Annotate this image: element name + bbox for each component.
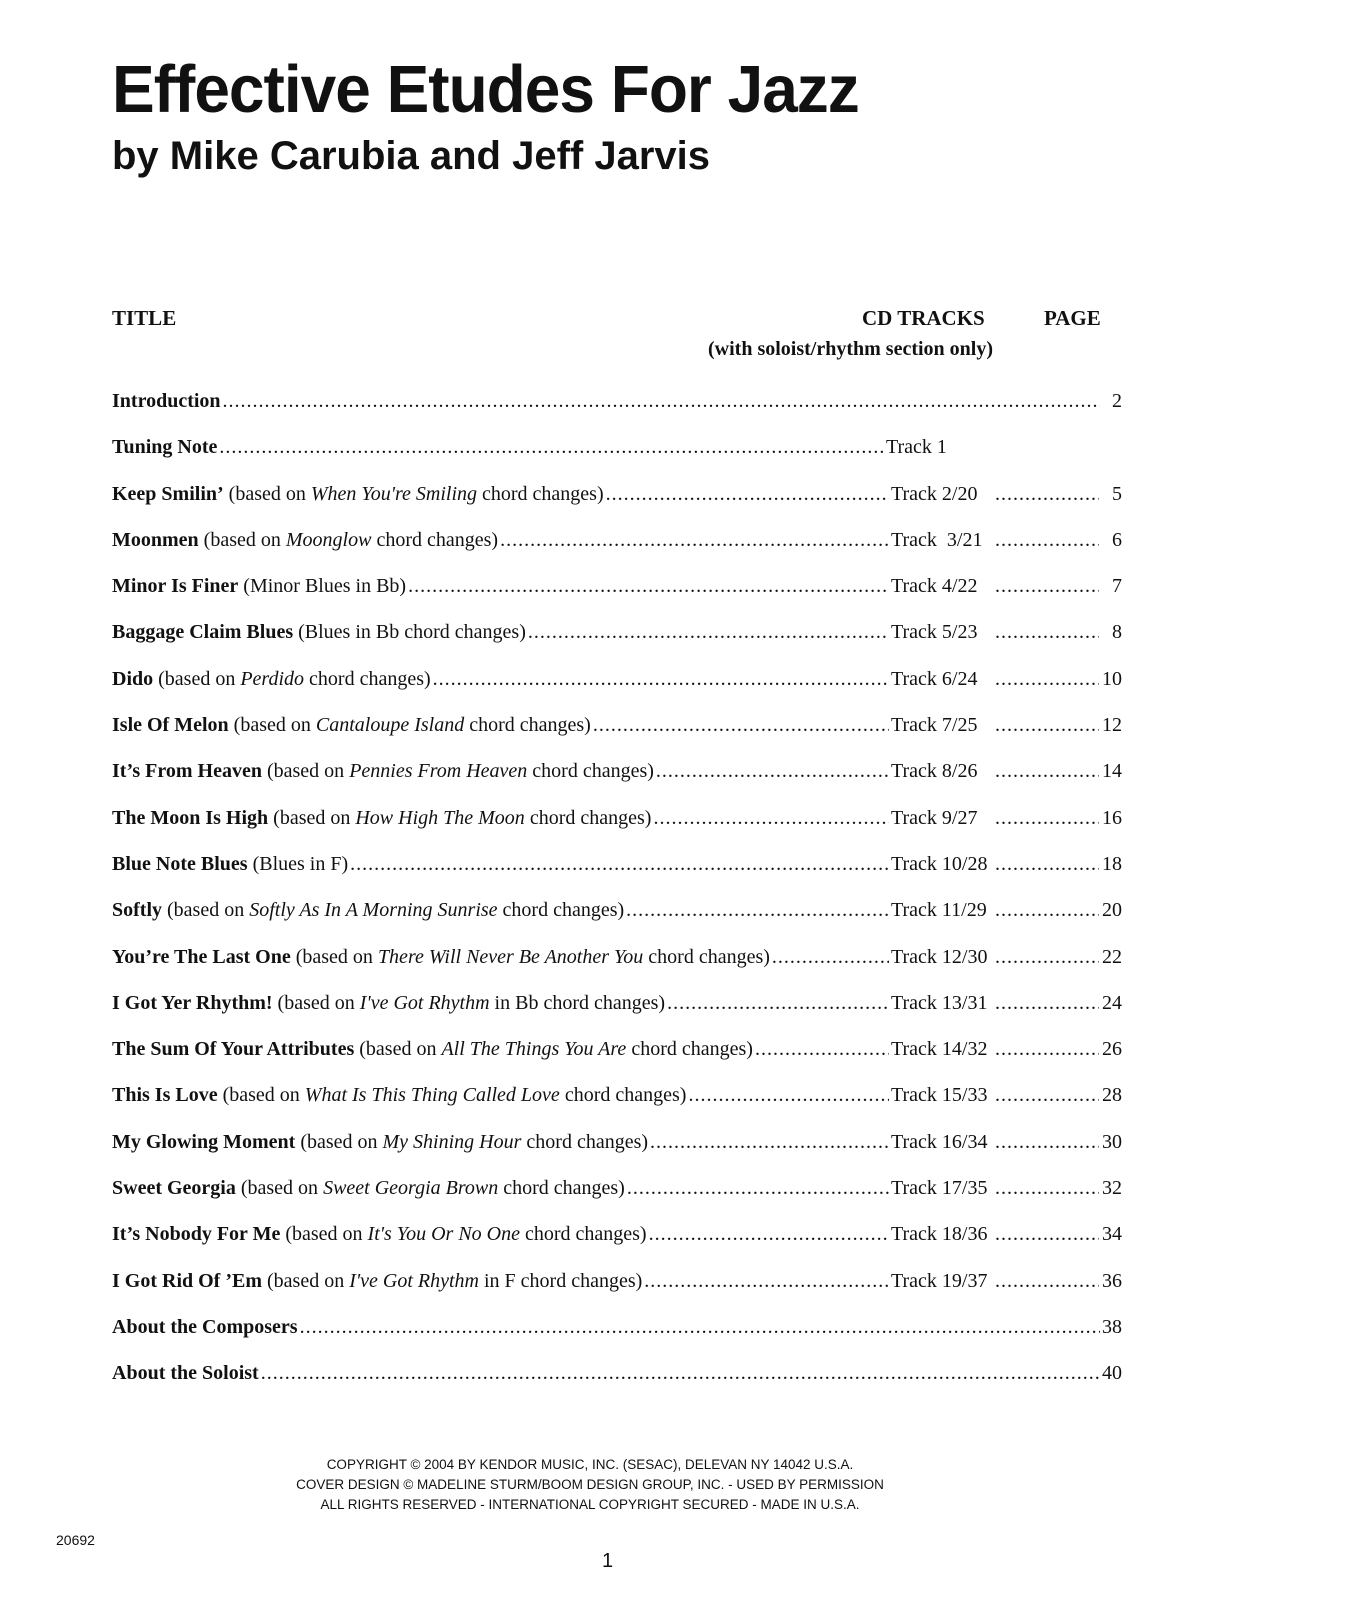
toc-entry-name: Softly bbox=[112, 899, 162, 922]
toc-row bbox=[112, 390, 1122, 436]
toc-entry-desc: (based on bbox=[217, 1084, 305, 1107]
dot-leader bbox=[528, 621, 889, 644]
dot-leader bbox=[995, 946, 1099, 969]
toc-track: Track 15/33 bbox=[891, 1084, 988, 1107]
dot-leader bbox=[995, 1177, 1099, 1200]
toc-page: 12 bbox=[1102, 714, 1122, 737]
dot-leader bbox=[627, 1177, 889, 1200]
toc-entry-title bbox=[112, 1038, 753, 1061]
toc-entry-name: Moonmen bbox=[112, 528, 199, 551]
toc-page: 14 bbox=[1102, 760, 1122, 783]
toc-entry-name: Introduction bbox=[112, 390, 221, 412]
toc-row bbox=[112, 1270, 1122, 1316]
dot-leader bbox=[995, 1038, 1099, 1061]
dot-leader bbox=[772, 946, 889, 969]
toc-entry-desc: chord changes) bbox=[626, 1038, 753, 1061]
toc-track: Track 16/34 bbox=[891, 1130, 988, 1153]
toc-entry-title bbox=[112, 853, 348, 876]
dot-leader bbox=[300, 1316, 1100, 1339]
toc-entry-desc: chord changes) bbox=[477, 482, 604, 505]
toc-entry-name: About the Soloist bbox=[112, 1362, 259, 1385]
toc-entry-title bbox=[112, 899, 624, 922]
toc-page: 20 bbox=[1102, 899, 1122, 922]
toc-page: 38 bbox=[1102, 1315, 1122, 1338]
dot-leader bbox=[995, 1131, 1099, 1154]
toc-track: Track 19/37 bbox=[891, 1269, 988, 1292]
copyright-line: COPYRIGHT © 2004 BY KENDOR MUSIC, INC. (SESAC), DELEVAN NY 14042 U.S.A. bbox=[326, 1457, 854, 1472]
toc-track: Track 12/30 bbox=[891, 945, 988, 968]
toc-row bbox=[112, 1038, 1122, 1084]
toc-entry-desc: chord changes) bbox=[304, 667, 431, 690]
dot-leader bbox=[644, 1270, 889, 1293]
toc-entry-desc: chord changes) bbox=[521, 1130, 649, 1153]
toc-entry-title bbox=[112, 807, 651, 830]
toc-row bbox=[112, 1362, 1122, 1408]
toc-entry-name: The Sum Of Your Attributes bbox=[112, 1038, 355, 1061]
dot-leader bbox=[995, 760, 1099, 783]
toc-page: 7 bbox=[1112, 575, 1122, 598]
toc-entry-song: Cantaloupe Island bbox=[315, 714, 465, 737]
toc-row bbox=[112, 946, 1122, 992]
toc-entry-song: Sweet Georgia Brown bbox=[323, 1177, 499, 1200]
toc-entry-name: It’s From Heaven bbox=[112, 760, 262, 783]
toc-entry-song: Perdido bbox=[240, 667, 305, 690]
toc-page: 40 bbox=[1102, 1362, 1122, 1385]
toc-entry-name: Blue Note Blues bbox=[112, 852, 248, 875]
toc-entry-name: Keep Smilin’ bbox=[112, 482, 224, 505]
dot-leader bbox=[688, 1084, 889, 1107]
toc-row bbox=[112, 1316, 1122, 1362]
toc-entry-song: When You're Smiling bbox=[310, 482, 478, 505]
toc-row bbox=[112, 760, 1122, 806]
copyright-line: ALL RIGHTS RESERVED - INTERNATIONAL COPYRIGHT SECURED - MADE IN U.S.A. bbox=[320, 1497, 860, 1512]
dot-leader bbox=[219, 436, 884, 459]
toc-entry-name: My Glowing Moment bbox=[112, 1130, 296, 1153]
toc-entry-desc: (based on bbox=[162, 899, 250, 922]
toc-page: 32 bbox=[1102, 1177, 1122, 1200]
toc-entry-desc: (based on bbox=[198, 528, 286, 551]
toc-track: Track 11/29 bbox=[891, 899, 987, 922]
toc-entry-desc: chord changes) bbox=[559, 1084, 687, 1107]
toc-row bbox=[112, 853, 1122, 899]
dot-leader bbox=[995, 1270, 1099, 1293]
catalog-number: 20692 bbox=[56, 1532, 95, 1548]
toc-entry-desc: (based on bbox=[272, 991, 360, 1014]
toc-row bbox=[112, 992, 1122, 1038]
dot-leader bbox=[995, 1084, 1099, 1107]
toc-entry-title bbox=[112, 390, 221, 413]
toc-entry-title bbox=[112, 1223, 647, 1246]
dot-leader bbox=[995, 807, 1099, 830]
toc-entry-song: There Will Never Be Another You bbox=[377, 945, 644, 968]
toc-entry-song: Moonglow bbox=[285, 528, 372, 551]
toc-entry-title bbox=[112, 1084, 686, 1107]
dot-leader bbox=[667, 992, 889, 1015]
dot-leader bbox=[408, 575, 889, 598]
dot-leader bbox=[995, 992, 1099, 1015]
toc-entry-desc: chord changes) bbox=[519, 1223, 647, 1246]
toc-entry-title bbox=[112, 946, 770, 969]
toc-page: 36 bbox=[1102, 1269, 1122, 1292]
toc-track: Track 6/24 bbox=[891, 667, 978, 690]
toc-entry-desc: in F chord changes) bbox=[479, 1269, 643, 1292]
toc-page: 34 bbox=[1102, 1223, 1122, 1246]
toc-entry-title bbox=[112, 1316, 298, 1339]
toc-entry-song: What Is This Thing Called Love bbox=[304, 1084, 560, 1107]
toc-row bbox=[112, 436, 1122, 482]
toc-track: Track 5/23 bbox=[891, 621, 978, 644]
toc-entry-desc: chord changes) bbox=[527, 760, 654, 783]
toc-row bbox=[112, 1131, 1122, 1177]
toc-entry-name: Sweet Georgia bbox=[112, 1177, 236, 1200]
toc-row bbox=[112, 575, 1122, 621]
toc-row bbox=[112, 529, 1122, 575]
toc-entry-name: I Got Rid Of ’Em bbox=[112, 1269, 262, 1292]
header-cd-tracks-note: (with soloist/rhythm section only) bbox=[708, 338, 993, 360]
dot-leader bbox=[995, 575, 1099, 598]
toc-entry-name: This Is Love bbox=[112, 1084, 218, 1107]
toc-track: Track 4/22 bbox=[891, 575, 978, 598]
toc-page: 28 bbox=[1102, 1084, 1122, 1107]
toc-entry-song: It's You Or No One bbox=[367, 1223, 520, 1246]
toc-page: 22 bbox=[1102, 945, 1122, 968]
dot-leader bbox=[650, 1131, 889, 1154]
toc-entry-desc: (based on bbox=[290, 945, 378, 968]
toc-entry-name: Tuning Note bbox=[112, 436, 218, 459]
toc-entry-name: Dido bbox=[112, 667, 154, 690]
toc-track: Track 17/35 bbox=[891, 1177, 988, 1200]
header-page: PAGE bbox=[1044, 306, 1101, 330]
toc-entry-name: Minor Is Finer bbox=[112, 575, 239, 598]
toc-entry-desc: (Blues in Bb chord changes) bbox=[293, 621, 526, 644]
toc-page: 10 bbox=[1102, 667, 1122, 690]
toc-track: Track 8/26 bbox=[891, 760, 978, 783]
toc-entry-desc: (based on bbox=[280, 1223, 368, 1246]
dot-leader bbox=[995, 529, 1099, 552]
toc-page: 16 bbox=[1102, 806, 1122, 829]
dot-leader bbox=[656, 760, 889, 783]
page-subtitle: by Mike Carubia and Jeff Jarvis bbox=[112, 134, 711, 178]
toc-entry-name: The Moon Is High bbox=[112, 806, 269, 829]
toc-entry-desc: (based on bbox=[295, 1130, 383, 1153]
toc-page: 5 bbox=[1112, 482, 1122, 505]
toc-entry-song: I've Got Rhythm bbox=[349, 1269, 479, 1292]
toc-entry-song: How High The Moon bbox=[355, 806, 525, 829]
toc-entry-desc: chord changes) bbox=[524, 806, 652, 829]
toc-entry-song: Pennies From Heaven bbox=[349, 760, 528, 783]
toc-row bbox=[112, 1177, 1122, 1223]
toc-entry-title bbox=[112, 992, 665, 1015]
toc-track: Track 18/36 bbox=[891, 1223, 988, 1246]
toc-track: Track 1 bbox=[886, 436, 947, 459]
toc-entry-desc: (based on bbox=[354, 1038, 442, 1061]
toc-entry-desc: (based on bbox=[228, 714, 316, 737]
toc-row bbox=[112, 483, 1122, 529]
toc-page: 24 bbox=[1102, 991, 1122, 1014]
dot-leader bbox=[223, 390, 1100, 413]
copyright-line: COVER DESIGN © MADELINE STURM/BOOM DESIGN GROUP, INC. - USED BY PERMISSION bbox=[296, 1477, 884, 1492]
toc-page: 26 bbox=[1102, 1038, 1122, 1061]
toc-track: Track 2/20 bbox=[891, 482, 978, 505]
dot-leader bbox=[500, 529, 889, 552]
toc-entry-title bbox=[112, 575, 406, 598]
toc-row bbox=[112, 807, 1122, 853]
toc-row bbox=[112, 899, 1122, 945]
toc-entry-desc: chord changes) bbox=[464, 714, 591, 737]
toc-track: Track 14/32 bbox=[891, 1038, 988, 1061]
dot-leader bbox=[649, 1223, 889, 1246]
toc-page: 18 bbox=[1102, 852, 1122, 875]
dot-leader bbox=[995, 668, 1099, 691]
toc-track: Track 13/31 bbox=[891, 991, 988, 1014]
dot-leader bbox=[433, 668, 889, 691]
toc-entry-title bbox=[112, 483, 604, 506]
toc-entry-desc: (based on bbox=[223, 482, 311, 505]
toc-entry-title bbox=[112, 621, 526, 644]
toc-entry-title bbox=[112, 1131, 648, 1154]
toc-row bbox=[112, 1084, 1122, 1130]
header-cd-tracks: CD TRACKS bbox=[862, 306, 985, 330]
dot-leader bbox=[995, 899, 1099, 922]
toc-entry-desc: (based on bbox=[235, 1177, 324, 1200]
copyright-block bbox=[0, 1455, 1180, 1515]
dot-leader bbox=[995, 714, 1099, 737]
toc-entry-desc: (Blues in F) bbox=[247, 852, 349, 875]
toc-entry-title bbox=[112, 529, 498, 552]
toc-entry-desc: (based on bbox=[261, 760, 350, 783]
toc-page: 6 bbox=[1112, 528, 1122, 551]
toc-entry-song: I've Got Rhythm bbox=[359, 991, 490, 1014]
toc-row bbox=[112, 714, 1122, 760]
toc-entry-title bbox=[112, 714, 591, 737]
toc-entry-name: It’s Nobody For Me bbox=[112, 1223, 281, 1246]
toc-page: 2 bbox=[1112, 390, 1122, 412]
toc-track: Track 3/21 bbox=[891, 528, 983, 551]
toc-entry-song: Softly As In A Morning Sunrise bbox=[249, 899, 498, 922]
dot-leader bbox=[995, 621, 1099, 644]
toc-entry-name: About the Composers bbox=[112, 1315, 298, 1338]
toc-entry-desc: chord changes) bbox=[497, 899, 625, 922]
toc-entry-desc: in Bb chord changes) bbox=[489, 991, 666, 1014]
header-title: TITLE bbox=[112, 306, 177, 330]
toc-entry-desc: (based on bbox=[268, 806, 356, 829]
toc-entry-name: You’re The Last One bbox=[112, 945, 291, 968]
page-number: 1 bbox=[602, 1550, 614, 1572]
toc-entry-title bbox=[112, 668, 431, 691]
toc-entry-name: Isle Of Melon bbox=[112, 714, 229, 737]
dot-leader bbox=[261, 1362, 1100, 1385]
dot-leader bbox=[593, 714, 889, 737]
toc-row bbox=[112, 668, 1122, 714]
dot-leader bbox=[350, 853, 889, 876]
table-of-contents bbox=[112, 390, 1122, 1409]
toc-entry-title bbox=[112, 436, 217, 459]
toc-track: Track 9/27 bbox=[891, 806, 978, 829]
toc-track: Track 10/28 bbox=[891, 852, 988, 875]
dot-leader bbox=[653, 807, 889, 830]
dot-leader bbox=[995, 1223, 1099, 1246]
dot-leader bbox=[995, 853, 1099, 876]
toc-entry-title bbox=[112, 1270, 642, 1293]
toc-entry-desc: (based on bbox=[262, 1269, 350, 1292]
dot-leader bbox=[995, 483, 1099, 506]
toc-entry-desc: (Minor Blues in Bb) bbox=[238, 575, 407, 598]
toc-row bbox=[112, 621, 1122, 667]
toc-entry-name: Baggage Claim Blues bbox=[112, 621, 294, 644]
page-title: Effective Etudes For Jazz bbox=[112, 51, 859, 127]
toc-row bbox=[112, 1223, 1122, 1269]
toc-track: Track 7/25 bbox=[891, 714, 978, 737]
toc-entry-name: I Got Yer Rhythm! bbox=[112, 991, 273, 1014]
dot-leader bbox=[626, 899, 889, 922]
toc-page: 8 bbox=[1112, 621, 1122, 644]
toc-entry-desc: chord changes) bbox=[643, 945, 770, 968]
toc-entry-title bbox=[112, 1177, 625, 1200]
toc-entry-desc: chord changes) bbox=[371, 528, 499, 551]
toc-entry-title bbox=[112, 1362, 259, 1385]
dot-leader bbox=[755, 1038, 889, 1061]
toc-entry-song: My Shining Hour bbox=[382, 1130, 522, 1153]
toc-page: 30 bbox=[1102, 1130, 1122, 1153]
dot-leader bbox=[606, 483, 889, 506]
toc-entry-desc: chord changes) bbox=[498, 1177, 625, 1200]
toc-entry-title bbox=[112, 760, 654, 783]
toc-entry-song: All The Things You Are bbox=[441, 1038, 627, 1061]
toc-entry-desc: (based on bbox=[153, 667, 241, 690]
